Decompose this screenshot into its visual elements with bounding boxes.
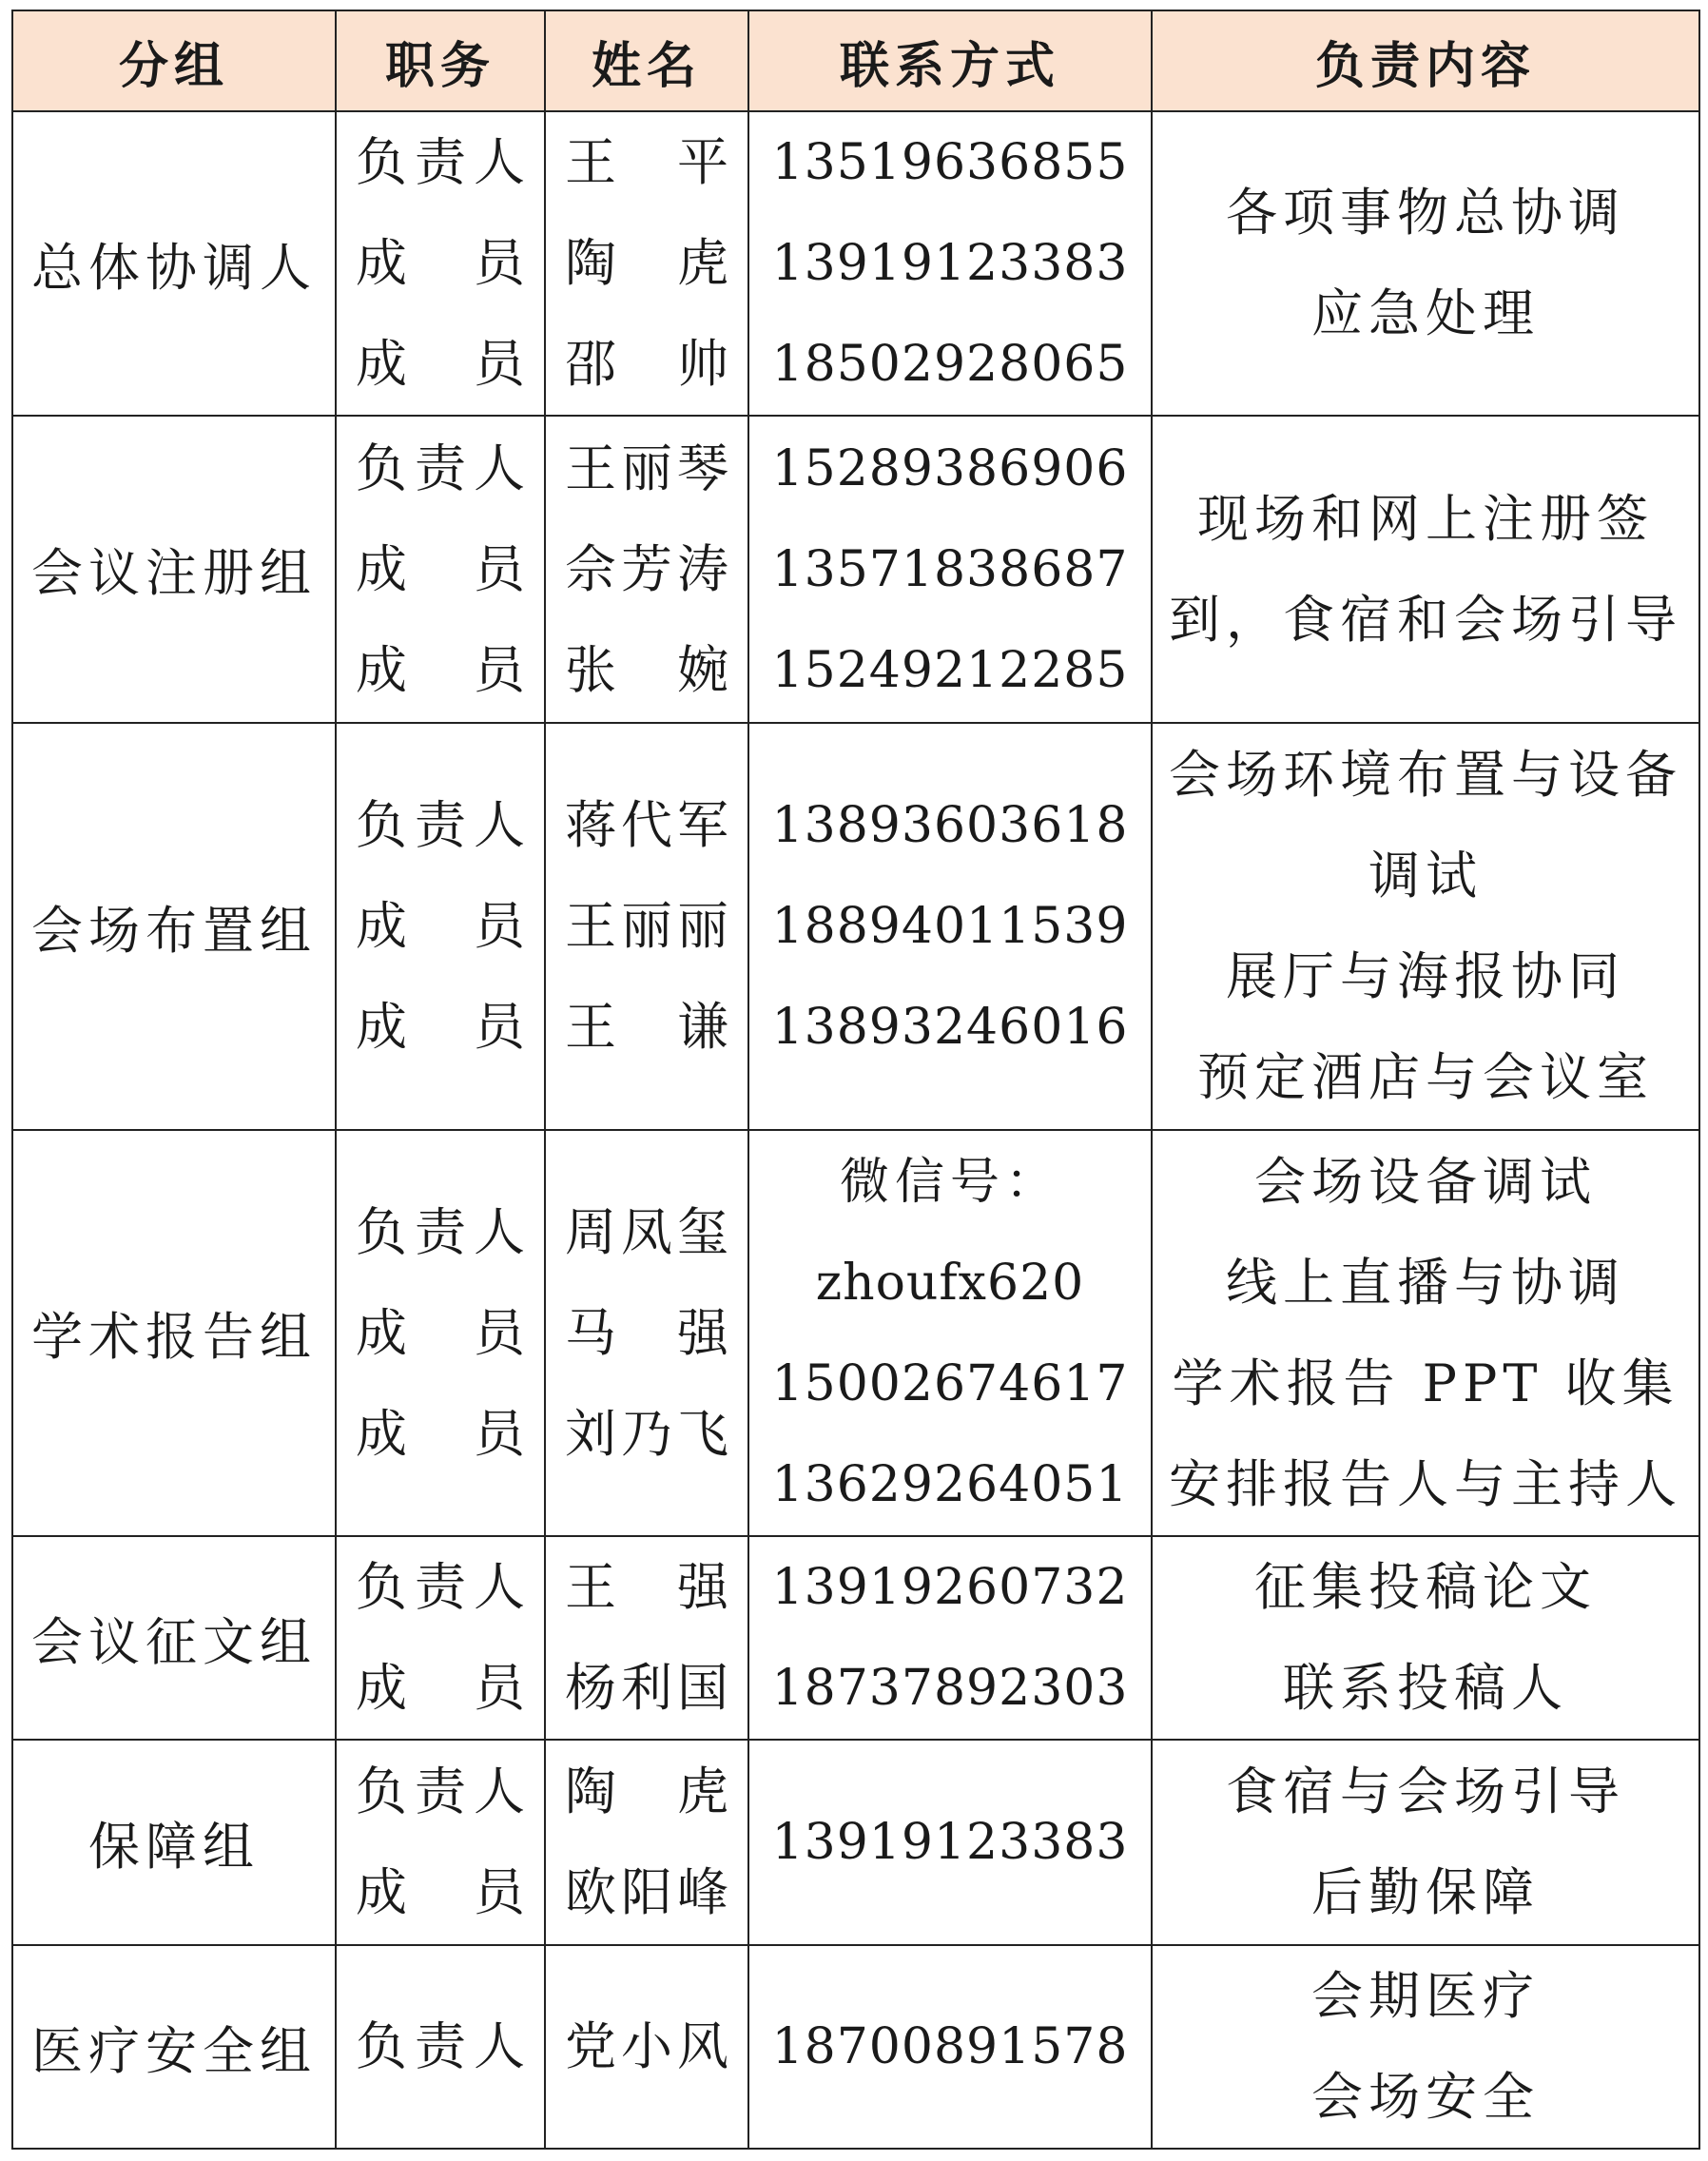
role-text: 成 员 <box>356 538 525 599</box>
duty-cell <box>1152 1945 1699 2149</box>
role-cell <box>336 1740 545 1945</box>
table-row <box>12 1945 1699 2149</box>
person-name: 刘乃飞 <box>565 1403 728 1464</box>
duty-text: 食宿与会场引导 <box>1226 1762 1625 1821</box>
header-name: 姓名 <box>545 10 748 111</box>
duty-text: 会场环境布置与设备 <box>1169 745 1682 805</box>
roster-body <box>12 111 1699 2149</box>
group-cell: 学术报告组 <box>12 1130 336 1536</box>
table-row <box>12 723 1699 1130</box>
phone-number: 13919123383 <box>771 1814 1129 1871</box>
role-text: 成 员 <box>356 896 525 956</box>
phone-number: zhoufx620 <box>815 1254 1085 1312</box>
table-row <box>12 111 1699 416</box>
phone-number: 18737892303 <box>771 1660 1129 1717</box>
group-cell: 总体协调人 <box>12 111 336 416</box>
person-name: 邵 帅 <box>565 334 728 394</box>
role-text: 成 员 <box>356 1658 525 1718</box>
role-cell <box>336 1130 545 1536</box>
phone-number: 15289386906 <box>771 439 1129 497</box>
role-text: 负责人 <box>356 438 525 498</box>
duty-text: 线上直播与协调 <box>1226 1252 1625 1313</box>
duty-text: 预定酒店与会议室 <box>1197 1047 1654 1107</box>
person-name: 王丽丽 <box>565 896 728 956</box>
duty-text: 征集投稿论文 <box>1254 1557 1597 1617</box>
role-cell <box>336 1945 545 2149</box>
role-text: 成 员 <box>356 639 525 700</box>
person-name: 佘芳涛 <box>565 538 728 599</box>
person-name: 马 强 <box>565 1302 728 1363</box>
duty-text: 各项事物总协调 <box>1226 183 1625 243</box>
contact-cell <box>748 111 1152 416</box>
phone-number: 13893603618 <box>771 797 1129 854</box>
role-cell <box>336 1536 545 1740</box>
role-text: 成 员 <box>356 1302 525 1363</box>
group-cell: 保障组 <box>12 1740 336 1945</box>
phone-number: 13519636855 <box>771 134 1129 191</box>
person-name: 蒋代军 <box>565 795 728 855</box>
table-row <box>12 416 1699 723</box>
phone-number: 18894011539 <box>771 898 1129 955</box>
table-row <box>12 1536 1699 1740</box>
duty-text: 会期医疗 <box>1311 1966 1540 2026</box>
name-cell <box>545 1536 748 1740</box>
person-name: 周凤玺 <box>565 1201 728 1262</box>
header-contact: 联系方式 <box>748 10 1152 111</box>
duty-text: 会场设备调试 <box>1254 1151 1597 1212</box>
person-name: 欧阳峰 <box>565 1862 728 1922</box>
contact-cell <box>748 1945 1152 2149</box>
name-cell <box>545 111 748 416</box>
contact-cell <box>748 1536 1152 1740</box>
person-name: 党小风 <box>565 2016 728 2076</box>
phone-number: 18700891578 <box>771 2018 1129 2075</box>
phone-number: 13571838687 <box>771 540 1129 598</box>
duty-cell <box>1152 416 1699 723</box>
contact-cell <box>748 416 1152 723</box>
contact-cell <box>748 1740 1152 1945</box>
duty-text: 到，食宿和会场引导 <box>1169 589 1682 650</box>
phone-number: 18502928065 <box>771 336 1129 393</box>
person-name: 张 婉 <box>565 639 728 700</box>
table-row <box>12 1740 1699 1945</box>
table-row <box>12 1130 1699 1536</box>
name-cell <box>545 416 748 723</box>
role-text: 负责人 <box>356 1557 525 1617</box>
duty-cell <box>1152 1130 1699 1536</box>
duty-text: 应急处理 <box>1311 283 1540 343</box>
duty-text: 会场安全 <box>1311 2067 1540 2127</box>
phone-number: 13893246016 <box>771 999 1129 1056</box>
group-cell: 医疗安全组 <box>12 1945 336 2149</box>
role-cell <box>336 723 545 1130</box>
name-cell <box>545 1130 748 1536</box>
role-cell <box>336 416 545 723</box>
header-group: 分组 <box>12 10 336 111</box>
name-cell <box>545 1945 748 2149</box>
duty-text: 安排报告人与主持人 <box>1169 1453 1682 1514</box>
duty-cell <box>1152 723 1699 1130</box>
duty-cell <box>1152 1536 1699 1740</box>
group-cell: 会议注册组 <box>12 416 336 723</box>
phone-number: 15249212285 <box>771 641 1129 699</box>
role-text: 成 员 <box>356 1862 525 1922</box>
contact-cell <box>748 723 1152 1130</box>
role-text: 负责人 <box>356 2016 525 2076</box>
duty-cell <box>1152 111 1699 416</box>
duty-text: 现场和网上注册签 <box>1197 488 1654 549</box>
header-duty: 负责内容 <box>1152 10 1699 111</box>
phone-number: 15002674617 <box>771 1354 1129 1412</box>
person-name: 杨利国 <box>565 1658 728 1718</box>
role-text: 成 员 <box>356 997 525 1057</box>
header-role: 职务 <box>336 10 545 111</box>
group-cell: 会议征文组 <box>12 1536 336 1740</box>
staff-roster-table <box>11 10 1700 2150</box>
name-cell <box>545 1740 748 1945</box>
contact-cell <box>748 1130 1152 1536</box>
role-text: 负责人 <box>356 1762 525 1821</box>
role-text: 负责人 <box>356 132 525 192</box>
group-cell: 会场布置组 <box>12 723 336 1130</box>
duty-text: 联系投稿人 <box>1283 1658 1568 1718</box>
role-cell <box>336 111 545 416</box>
duty-text: 调试 <box>1368 846 1483 905</box>
person-name: 王丽琴 <box>565 438 728 498</box>
phone-number: 13919123383 <box>771 235 1129 292</box>
role-text: 负责人 <box>356 795 525 855</box>
phone-number: 微信号： <box>839 1153 1060 1211</box>
name-cell <box>545 723 748 1130</box>
person-name: 王 平 <box>565 132 728 192</box>
role-text: 成 员 <box>356 334 525 394</box>
person-name: 陶 虎 <box>565 233 728 293</box>
duty-text: 展厅与海报协同 <box>1226 946 1625 1006</box>
header-row <box>12 10 1699 111</box>
person-name: 王 谦 <box>565 997 728 1057</box>
role-text: 成 员 <box>356 233 525 293</box>
phone-number: 13919260732 <box>771 1559 1129 1616</box>
person-name: 陶 虎 <box>565 1762 728 1821</box>
role-text: 负责人 <box>356 1201 525 1262</box>
role-text: 成 员 <box>356 1403 525 1464</box>
duty-text: 学术报告 PPT 收集 <box>1172 1353 1679 1413</box>
phone-number: 13629264051 <box>771 1455 1129 1513</box>
person-name: 王 强 <box>565 1557 728 1617</box>
duty-text: 后勤保障 <box>1311 1862 1540 1922</box>
duty-cell <box>1152 1740 1699 1945</box>
